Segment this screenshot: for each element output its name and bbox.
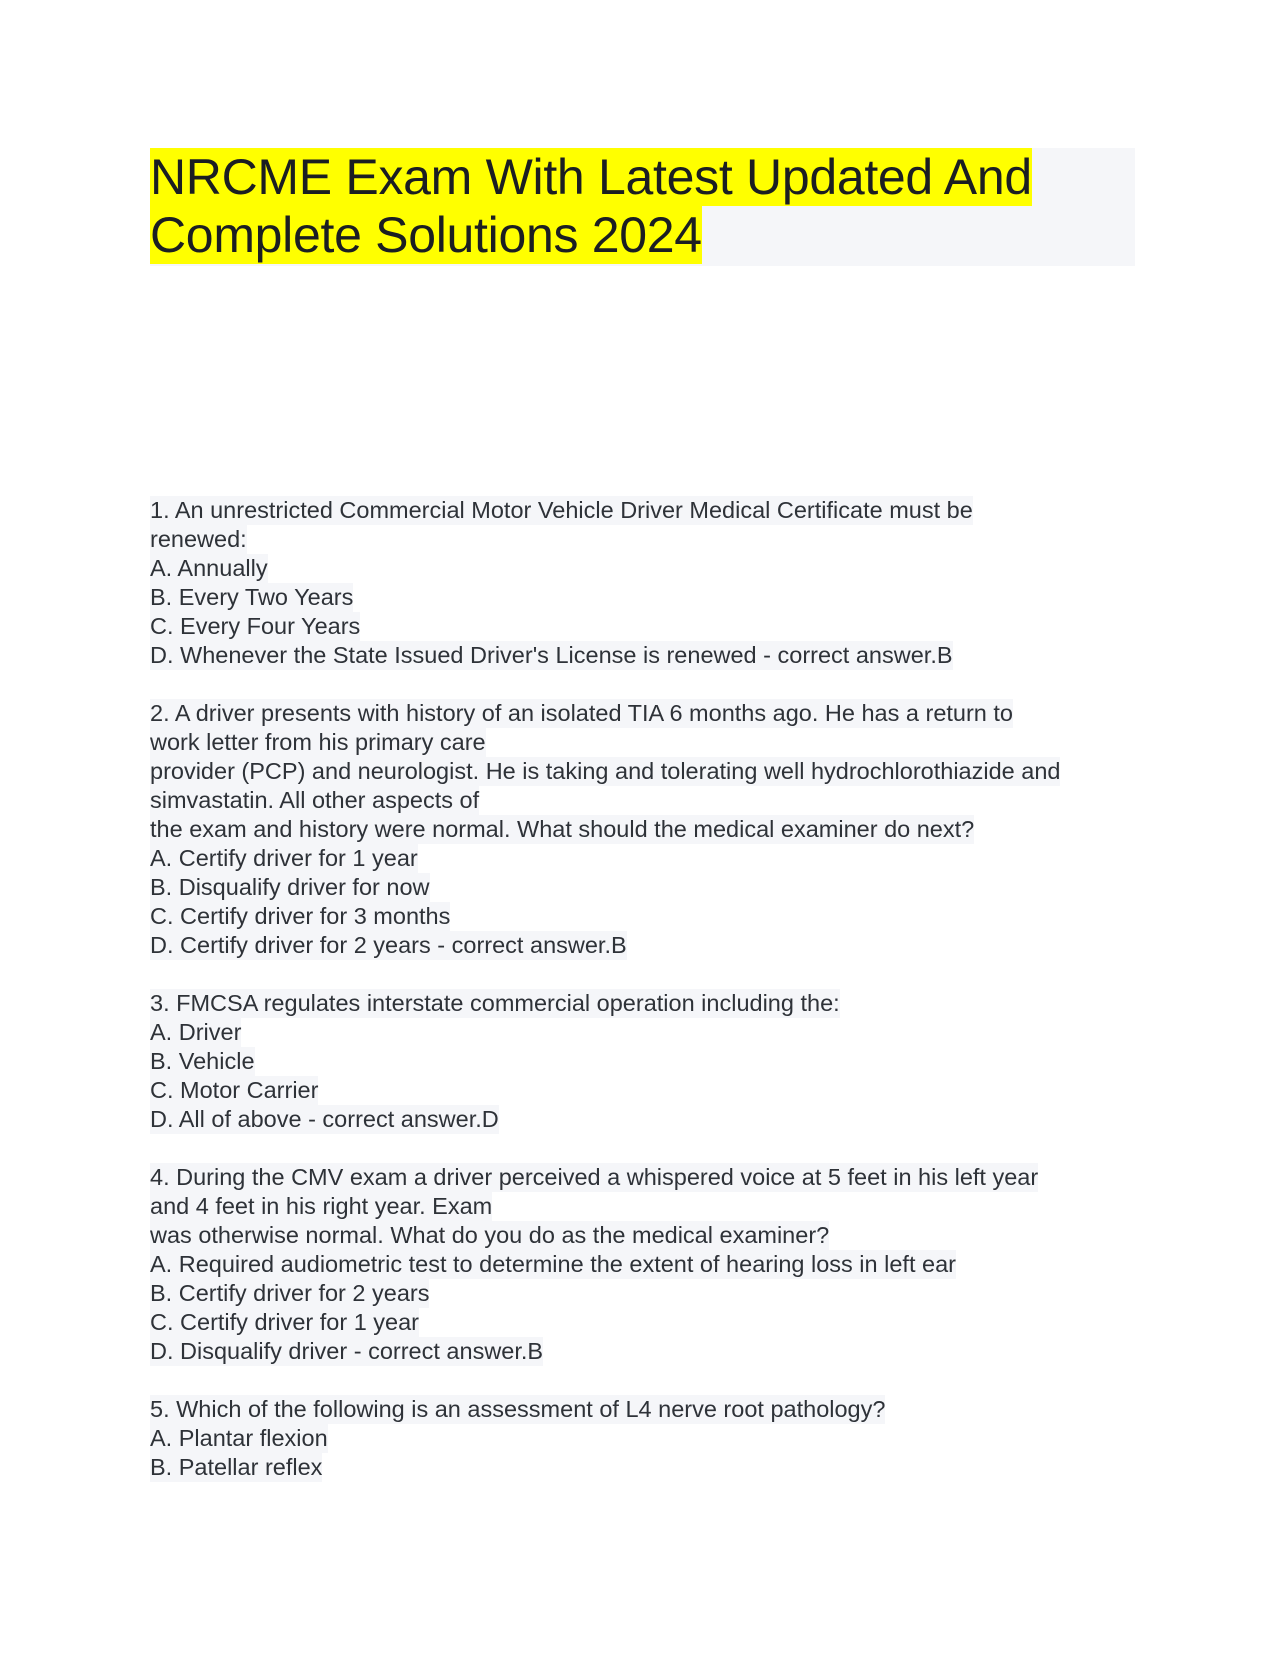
question-line: renewed:: [150, 526, 247, 552]
question-line: B. Every Two Years: [150, 584, 354, 610]
question-5: [150, 1395, 1135, 1482]
question-line: B. Vehicle: [150, 1048, 255, 1074]
question-line: simvastatin. All other aspects of: [150, 787, 480, 813]
question-line: and 4 feet in his right year. Exam: [150, 1193, 493, 1219]
question-1: [150, 496, 1135, 670]
question-4: [150, 1163, 1135, 1366]
question-line: D. Whenever the State Issued Driver's License is renewed - correct answer.B: [150, 642, 953, 668]
question-line: provider (PCP) and neurologist. He is taking and tolerating well hydrochlorothiazide and: [150, 758, 1061, 784]
question-line: C. Motor Carrier: [150, 1077, 319, 1103]
question-text-line: 1. An unrestricted Commercial Motor Vehicle Driver Medical Certificate must be: [150, 497, 973, 523]
title-line-1: NRCME Exam With Latest Updated And: [150, 149, 1032, 205]
question-line: B. Certify driver for 2 years: [150, 1280, 430, 1306]
question-line: D. Certify driver for 2 years - correct answer.B: [150, 932, 627, 958]
question-text-line: 5. Which of the following is an assessment of L4 nerve root pathology?: [150, 1396, 886, 1422]
question-line: A. Plantar flexion: [150, 1425, 328, 1451]
question-line: B. Disqualify driver for now: [150, 874, 430, 900]
document-title: [150, 148, 1135, 266]
question-line: A. Driver: [150, 1019, 242, 1045]
question-line: A. Annually: [150, 555, 268, 581]
document-page: [150, 148, 1135, 1480]
question-line: D. Disqualify driver - correct answer.B: [150, 1338, 544, 1364]
question-text-line: 2. A driver presents with history of an isolated TIA 6 months ago. He has a return to: [150, 700, 1014, 726]
questions-list: [150, 496, 1135, 1511]
question-2: [150, 699, 1135, 960]
question-line: A. Certify driver for 1 year: [150, 845, 418, 871]
question-line: the exam and history were normal. What should the medical examiner do next?: [150, 816, 975, 842]
question-line: C. Every Four Years: [150, 613, 361, 639]
question-line: was otherwise normal. What do you do as the medical examiner?: [150, 1222, 830, 1248]
question-line: B. Patellar reflex: [150, 1454, 323, 1480]
question-line: D. All of above - correct answer.D: [150, 1106, 499, 1132]
question-line: work letter from his primary care: [150, 729, 486, 755]
question-line: A. Required audiometric test to determine the extent of hearing loss in left ear: [150, 1251, 956, 1277]
question-line: C. Certify driver for 1 year: [150, 1309, 420, 1335]
question-3: [150, 989, 1135, 1134]
question-line: C. Certify driver for 3 months: [150, 903, 451, 929]
title-line-2: Complete Solutions 2024: [150, 207, 702, 263]
question-text-line: 4. During the CMV exam a driver perceived a whispered voice at 5 feet in his left year: [150, 1164, 1039, 1190]
question-text-line: 3. FMCSA regulates interstate commercial operation including the:: [150, 990, 840, 1016]
